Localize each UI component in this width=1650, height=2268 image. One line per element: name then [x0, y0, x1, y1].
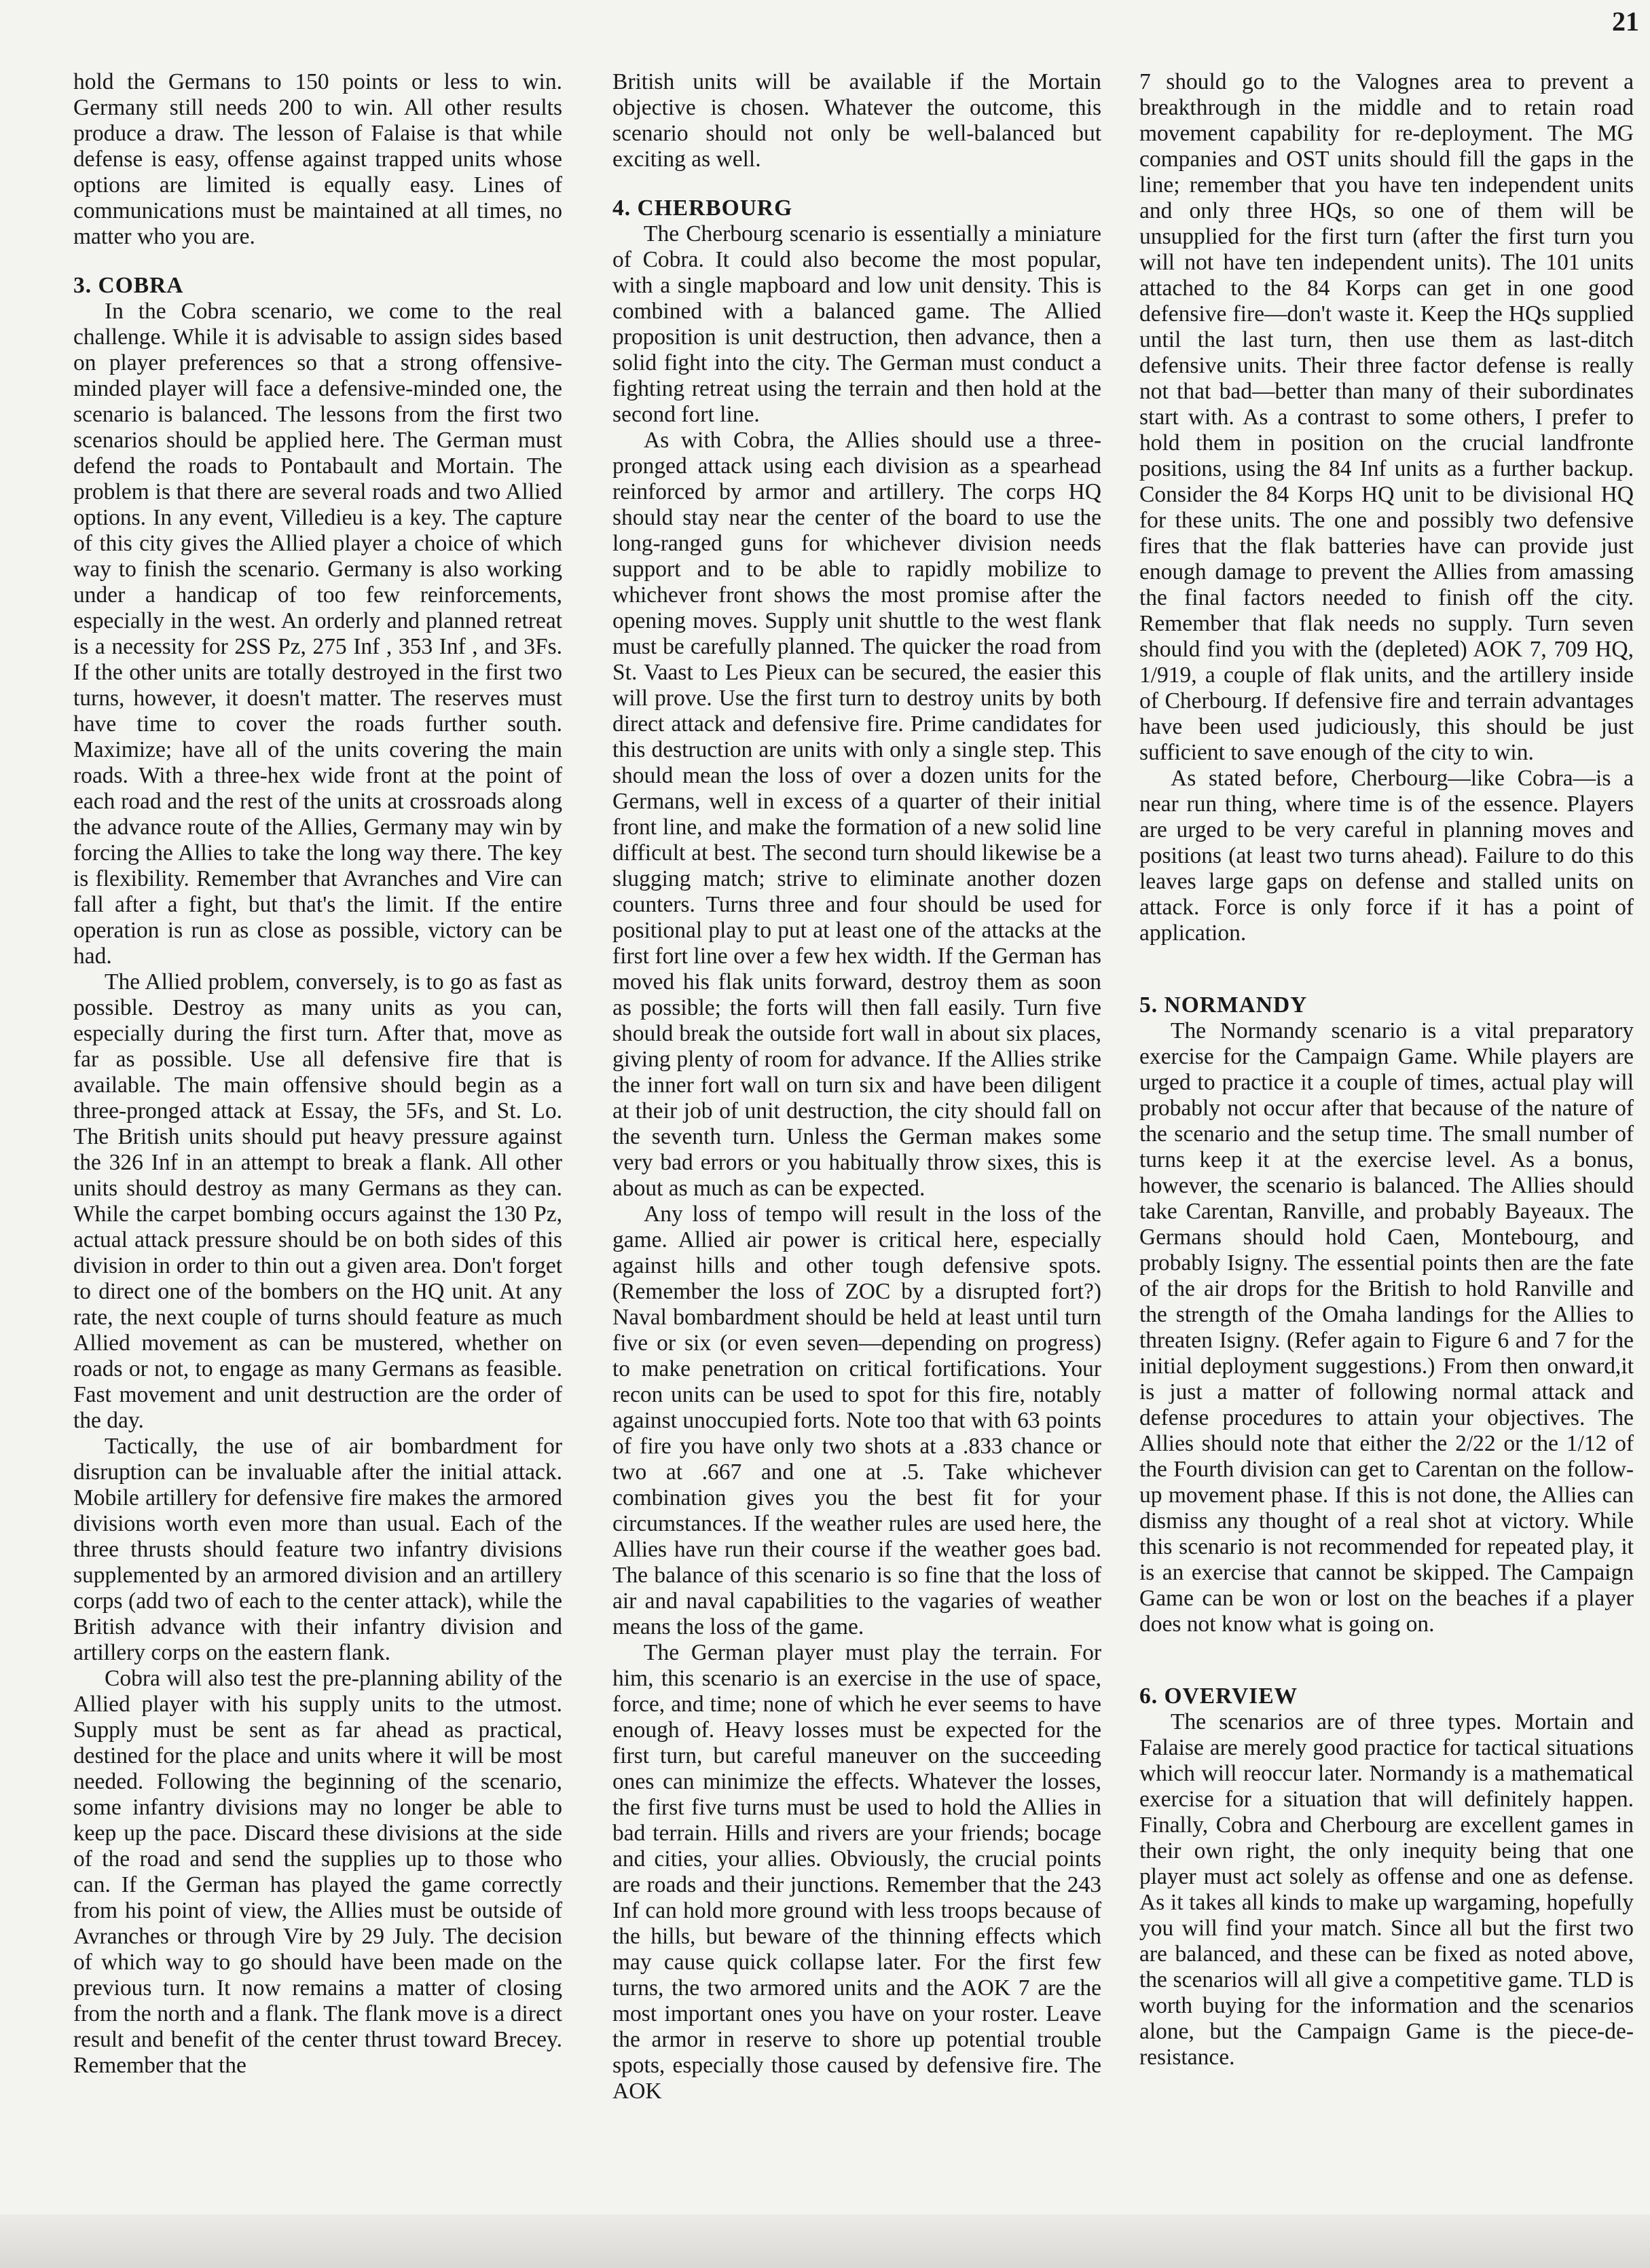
paragraph: The scenarios are of three types. Mortain and Falaise are merely good practice for tactical situations which will reoccur later. Normandy is a mathematical exercise for a situation that will definitely happen. Finally, Cobra and Cherbourg are excellent games in their own right, the only inequity being that one player must act solely as offense and one as defense. As it takes all kinds to make up wargaming, hopefully you will find your match. Since all but the first two are balanced, and these can be fixed as noted above, the scenarios will all give a competitive game. TLD is worth buying for the information and the scenarios alone, but the Campaign Game is the piece-de-resistance. [1139, 1709, 1634, 2070]
scan-bottom-edge [0, 2214, 1650, 2268]
paragraph: hold the Germans to 150 points or less to win. Germany still needs 200 to win. All other results produce a draw. The lesson of Falaise is that while defense is easy, offense against trapped units whose options are limited is equally easy. Lines of communications must be maintained at all times, no matter who you are. [73, 69, 562, 249]
column-1 [73, 69, 562, 2079]
column-2 [612, 69, 1101, 2104]
paragraph: In the Cobra scenario, we come to the real challenge. While it is advisable to assign sides based on player preferences so that a strong offensive-minded player will face a defensive-minded one, the scenario is balanced. The lessons from the first two scenarios should be applied here. The German must defend the roads to Pontabault and Mortain. The problem is that there are several roads and two Allied options. In any event, Villedieu is a key. The capture of this city gives the Allied player a choice of which way to finish the scenario. Germany is also working under a handicap of too few reinforcements, especially in the west. An orderly and planned retreat is a necessity for 2SS Pz, 275 Inf , 353 Inf , and 3Fs. If the other units are totally destroyed in the first two turns, however, it doesn't matter. The reserves must have time to cover the roads further south. Maximize; have all of the units covering the main roads. With a three-hex wide front at the point of each road and the rest of the units at crossroads along the advance route of the Allies, Germany may win by forcing the Allies to take the long way there. The key is flexibility. Remember that Avranches and Vire can fall after a fight, but that's the limit. If the entire operation is run as close as possible, victory can be had. [73, 299, 562, 969]
section-heading-cherbourg: 4. CHERBOURG [612, 196, 793, 221]
paragraph: Any loss of tempo will result in the loss of the game. Allied air power is critical here, especially against hills and other tough defensive spots. (Remember the loss of ZOC by a disrupted fort?) Naval bombardment should be held at least until turn five or six (or even seven—depending on progress) to make penetration on critical fortifications. Your recon units can be used to spot for this fire, notably against unoccupied forts. Note too that with 63 points of fire you have only two shots at a .833 chance or two at .667 and one at .5. Take whichever combination gives you the best fit for your circumstances. If the weather rules are used here, the Allies have run their course if the weather goes bad. The balance of this scenario is so fine that the loss of air and naval capabilities to the vagaries of weather means the loss of the game. [612, 1202, 1101, 1639]
page-number: 21 [1612, 6, 1639, 37]
paragraph: As stated before, Cherbourg—like Cobra—is a near run thing, where time is of the essence. Players are urged to be very careful in planning moves and positions (at least two turns ahead). Failure to do this leaves large gaps on defense and stalled units on attack. Force is only force if it has a point of application. [1139, 766, 1634, 946]
paragraph: Cobra will also test the pre-planning ability of the Allied player with his supply units to the utmost. Supply must be sent as far ahead as practical, destined for the place and units where it will be most needed. Following the beginning of the scenario, some infantry divisions may no longer be able to keep up the pace. Discard these divisions at the side of the road and send the supplies up to those who can. If the German has played the game correctly from his point of view, the Allies must be outside of Avranches or through Vire by 29 July. The decision of which way to go should have been made on the previous turn. It now remains a matter of closing from the north and a flank. The flank move is a direct result and benefit of the center thrust toward Brecey. Remember that the [73, 1666, 562, 2078]
paragraph: British units will be available if the Mortain objective is chosen. Whatever the outcome, this scenario should not only be well-balanced but exciting as well. [612, 69, 1101, 172]
paragraph: The Normandy scenario is a vital preparatory exercise for the Campaign Game. While players are urged to practice it a couple of times, actual play will probably not occur after that because of the nature of the scenario and the setup time. The small number of turns keep it at the exercise level. As a bonus, however, the scenario is balanced. The Allies should take Carentan, Ranville, and probably Bayeaux. The Germans should hold Caen, Montebourg, and probably Isigny. The essential points then are the fate of the air drops for the British to hold Ranville and the strength of the Omaha landings for the Allies to threaten Isigny. (Refer again to Figure 6 and 7 for the initial deployment suggestions.) From then onward,it is just a matter of following normal attack and defense procedures to attain your objectives. The Allies should note that either the 2/22 or the 1/12 of the Fourth division can get to Carentan on the follow-up movement phase. If this is not done, the Allies can dismiss any thought of a real shot at victory. While this scenario is not recommended for repeated play, it is an exercise that cannot be skipped. The Campaign Game can be won or lost on the beaches if a player does not know what is going on. [1139, 1018, 1634, 1637]
section-heading-overview: 6. OVERVIEW [1139, 1684, 1298, 1709]
paragraph: Tactically, the use of air bombardment for disruption can be invaluable after the initial attack. Mobile artillery for defensive fire makes the armored divisions worth even more than usual. Each of the three thrusts should feature two infantry divisions supplemented by an armored division and an artillery corps (add two of each to the center attack), while the British advance with their infantry division and artillery corps on the eastern flank. [73, 1434, 562, 1665]
paragraph: The Cherbourg scenario is essentially a miniature of Cobra. It could also become the most popular, with a single mapboard and low unit density. This is combined with a balanced game. The Allied proposition is unit destruction, then advance, then a solid fight into the city. The German must conduct a fighting retreat using the terrain and then hold at the second fort line. [612, 221, 1101, 427]
column-3 [1139, 69, 1634, 2070]
section-heading-cobra: 3. COBRA [73, 273, 184, 298]
section-heading-normandy: 5. NORMANDY [1139, 992, 1308, 1018]
paragraph: As with Cobra, the Allies should use a three-pronged attack using each division as a spearhead reinforced by armor and artillery. The corps HQ should stay near the center of the board to use the long-ranged guns for whichever division needs support and to be able to rapidly mobilize to whichever front shows the most promise after the opening moves. Supply unit shuttle to the west flank must be carefully planned. The quicker the road from St. Vaast to Les Pieux can be secured, the easier this will prove. Use the first turn to destroy units by both direct attack and defensive fire. Prime candidates for this destruction are units with only a single step. This should mean the loss of over a dozen units for the Germans, well in excess of a quarter of their initial front line, and make the formation of a new solid line difficult at best. The second turn should likewise be a slugging match; strive to eliminate another dozen counters. Turns three and four should be used for positional play to put at least one of the attacks at the first fort line over a few hex width. If the German has moved his flak units forward, destroy them as soon as possible; the forts will then fall easily. Turn five should break the outside fort wall in about six places, giving plenty of room for advance. If the Allies strike the inner fort wall on turn six and have been diligent at their job of unit destruction, the city should fall on the seventh turn. Unless the German makes some very bad errors or you habitually throw sixes, this is about as much as can be expected. [612, 428, 1101, 1201]
paragraph: The Allied problem, conversely, is to go as fast as possible. Destroy as many units as you can, especially during the first turn. After that, move as far as possible. Use all defensive fire that is available. The main offensive should begin as a three-pronged attack at Essay, the 5Fs, and St. Lo. The British units should put heavy pressure against the 326 Inf in an attempt to break a flank. All other units should destroy as many Germans as they can. While the carpet bombing occurs against the 130 Pz, actual attack pressure should be on both sides of this division in order to thin out a given area. Don't forget to direct one of the bombers on the HQ unit. At any rate, the next couple of turns should feature as much Allied movement as can be mustered, whether on roads or not, to engage as many Germans as feasible. Fast movement and unit destruction are the order of the day. [73, 969, 562, 1433]
paragraph: 7 should go to the Valognes area to prevent a breakthrough in the middle and to retain road movement capability for re-deployment. The MG companies and OST units should fill the gaps in the line; remember that you have ten independent units and only three HQs, so one of them will be unsupplied for the first turn (after the first turn you will not have ten independent units). The 101 units attached to the 84 Korps can get in one good defensive fire—don't waste it. Keep the HQs supplied until the last turn, then use them as last-ditch defensive units. Their three factor defense is really not that bad—better than many of their subordinates start with. As a contrast to some others, I prefer to hold them in position on the crucial landfronte positions, using the 84 Inf units as a further backup. Consider the 84 Korps HQ unit to be divisional HQ for these units. The one and possibly two defensive fires that the flak batteries have can provide just enough damage to prevent the Allies from amassing the final factors needed to finish off the city. Remember that flak needs no supply. Turn seven should find you with the (depleted) AOK 7, 709 HQ, 1/919, a couple of flak units, and the artillery inside of Cherbourg. If defensive fire and terrain advantages have been used judiciously, this should be just sufficient to save enough of the city to win. [1139, 69, 1634, 765]
paragraph: The German player must play the terrain. For him, this scenario is an exercise in the use of space, force, and time; none of which he ever seems to have enough of. Heavy losses must be expected for the first turn, but careful maneuver on the succeeding ones can minimize the effects. Whatever the losses, the first five turns must be used to hold the Allies in bad terrain. Hills and rivers are your friends; bocage and cities, your allies. Obviously, the crucial points are roads and their junctions. Remember that the 243 Inf can hold more ground with less troops because of the hills, but beware of the thinning effects which may cause quick collapse later. For the first few turns, the two armored units and the AOK 7 are the most important ones you have on your roster. Leave the armor in reserve to shore up potential trouble spots, especially those caused by defensive fire. The AOK [612, 1640, 1101, 2104]
